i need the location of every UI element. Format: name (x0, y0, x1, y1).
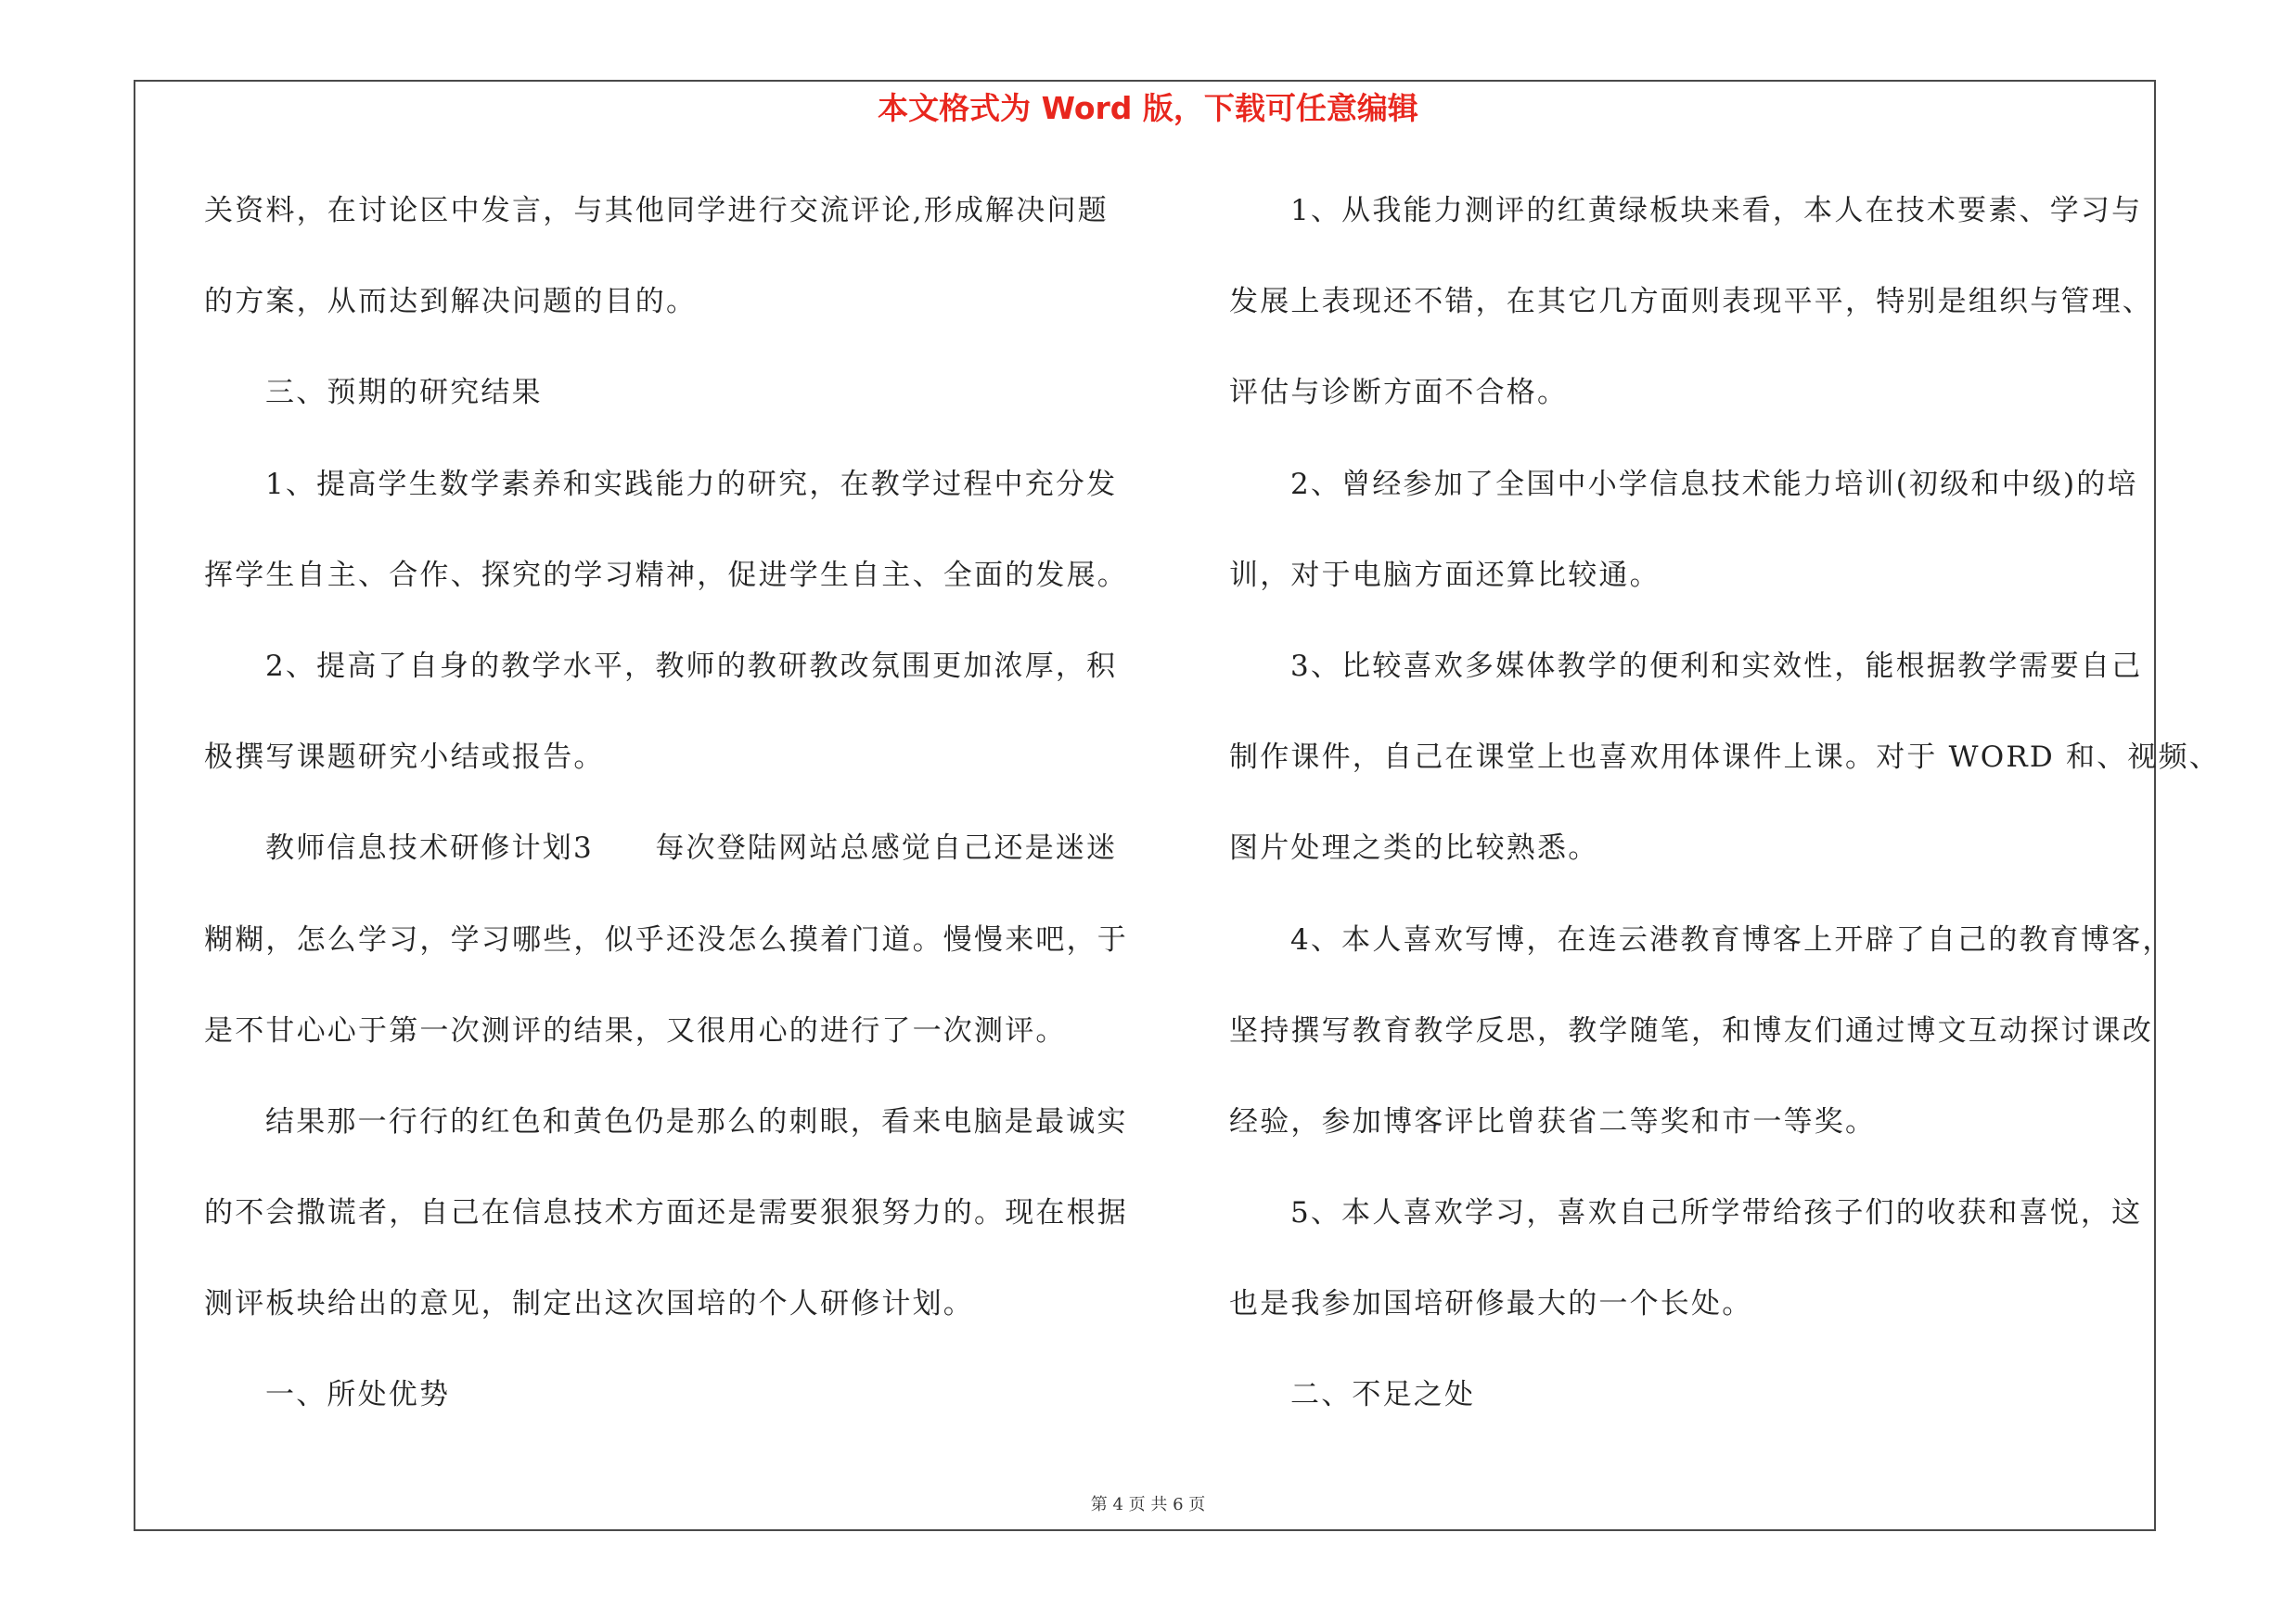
text-line: 5、本人喜欢学习，喜欢自己所学带给孩子们的收获和喜悦，这 (1290, 1196, 2143, 1230)
text-line: 的方案，从而达到解决问题的目的。 (204, 285, 698, 319)
text-line: 图片处理之类的比较熟悉。 (1229, 831, 1599, 866)
text-line: 经验，参加博客评比曾获省二等奖和市一等奖。 (1229, 1104, 1877, 1139)
text-line: 结果那一行行的红色和黄色仍是那么的刺眼，看来电脑是最诚实 (265, 1104, 1128, 1139)
text-line: 挥学生自主、合作、探究的学习精神，促进学生自主、全面的发展。 (204, 558, 1128, 592)
page-number-footer: 第 4 页 共 6 页 (1090, 1495, 1206, 1514)
text-line: 评估与诊断方面不合格。 (1229, 376, 1569, 410)
text-line: 4、本人喜欢写博，在连云港教育博客上开辟了自己的教育博客， (1290, 922, 2174, 957)
text-line: 2、提高了自身的教学水平，教师的教研教改氛围更加浓厚，积 (265, 649, 1118, 683)
text-line: 3、比较喜欢多媒体教学的便利和实效性，能根据教学需要自己 (1290, 649, 2143, 683)
text-line: 关资料，在讨论区中发言，与其他同学进行交流评论,形成解决问题 (204, 194, 1109, 227)
text-line: 坚持撰写教育教学反思，教学随笔，和博友们通过博文互动探讨课改 (1229, 1013, 2153, 1048)
text-line: 也是我参加国培研修最大的一个长处。 (1229, 1287, 1753, 1321)
text-line: 是不甘心心于第一次测评的结果，又很用心的进行了一次测评。 (204, 1013, 1067, 1048)
document-header-title: 本文格式为 Word 版，下载可任意编辑 (878, 90, 1418, 126)
text-line: 极撰写课题研究小结或报告。 (204, 741, 605, 775)
text-line: 一、所处优势 (265, 1378, 451, 1412)
text-line: 糊糊，怎么学习，学习哪些，似乎还没怎么摸着门道。慢慢来吧，于 (204, 922, 1128, 957)
right-text-column (1229, 181, 2220, 1457)
text-line: 1、从我能力测评的红黄绿板块来看，本人在技术要素、学习与 (1290, 194, 2143, 227)
text-line: 二、不足之处 (1290, 1378, 1476, 1412)
text-line: 2、曾经参加了全国中小学信息技术能力培训(初级和中级)的培 (1290, 467, 2138, 501)
text-line: 发展上表现还不错，在其它几方面则表现平平，特别是组织与管理、 (1229, 285, 2153, 319)
text-line: 测评板块给出的意见，制定出这次国培的个人研修计划。 (204, 1287, 974, 1321)
text-line: 制作课件，自己在课堂上也喜欢用体课件上课。对于 WORD 和、视频、 (1229, 741, 2220, 775)
text-line: 的不会撒谎者，自己在信息技术方面还是需要狠狠努力的。现在根据 (204, 1196, 1128, 1230)
text-line: 教师信息技术研修计划3 每次登陆网站总感觉自己还是迷迷 (265, 831, 1118, 866)
text-line: 训，对于电脑方面还算比较通。 (1229, 558, 1661, 592)
text-line: 1、提高学生数学素养和实践能力的研究，在教学过程中充分发 (265, 467, 1118, 501)
left-text-column (204, 181, 1169, 1457)
text-line: 三、预期的研究结果 (265, 376, 543, 410)
